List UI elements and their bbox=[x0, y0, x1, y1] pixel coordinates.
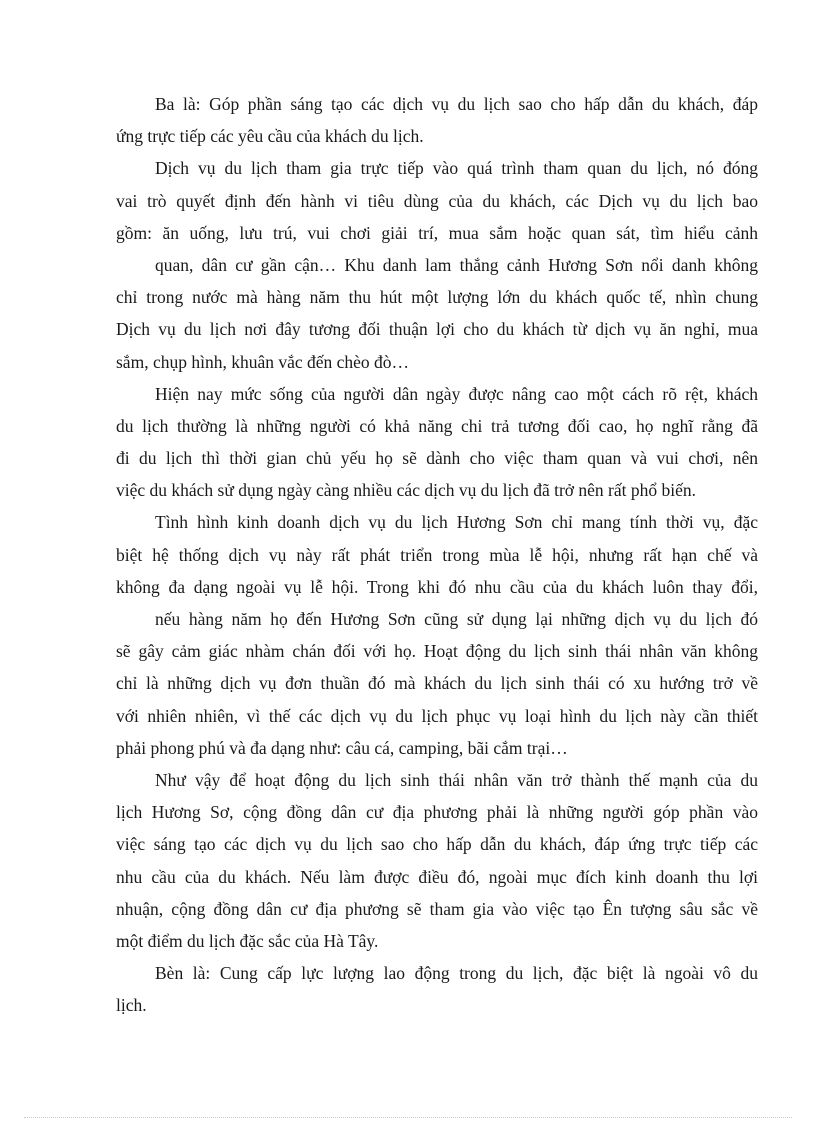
text-line: việc du khách sử dụng ngày càng nhiều các dịch vụ du lịch đã trở nên rất phổ biến. bbox=[116, 480, 697, 501]
text-line: Tình hình kinh doanh dịch vụ du lịch Hương Sơn chỉ mang tính thời vụ, đặc bbox=[155, 512, 758, 533]
paragraph bbox=[116, 506, 758, 764]
text-line: Dịch vụ du lịch nơi đây tương đối thuận lợi cho du khách từ dịch vụ ăn nghỉ, mua bbox=[116, 319, 758, 340]
text-line: biệt hệ thống dịch vụ này rất phát triển trong mùa lễ hội, nhưng rất hạn chế và bbox=[116, 544, 758, 565]
paragraph bbox=[116, 152, 758, 377]
document-body bbox=[116, 88, 758, 1021]
text-line: sắm, chụp hình, khuân vắc đến chèo đò… bbox=[116, 351, 410, 372]
paragraph bbox=[116, 764, 758, 957]
text-line: với nhiên nhiên, vì thế các dịch vụ du lịch phục vụ loại hình du lịch này cần thiết bbox=[116, 705, 758, 726]
page-bottom-border bbox=[24, 1117, 792, 1118]
text-line: Bèn là: Cung cấp lực lượng lao động trong du lịch, đặc biệt là ngoài vô du bbox=[155, 963, 758, 984]
paragraph bbox=[116, 957, 758, 1021]
text-line: phải phong phú và đa dạng như: câu cá, camping, bãi cắm trại… bbox=[116, 737, 568, 758]
text-line: sẽ gây cảm giác nhàm chán đối với họ. Hoạt động du lịch sinh thái nhân văn không bbox=[116, 641, 758, 662]
text-line: chỉ là những dịch vụ đơn thuần đó mà khách du lịch sinh thái có xu hướng trở về bbox=[116, 673, 758, 694]
text-line: lịch Hương Sơ, cộng đồng dân cư địa phương phải là những người góp phần vào bbox=[116, 802, 758, 823]
text-line: nhuận, cộng đồng dân cư địa phương sẽ tham gia vào việc tạo Ên tượng sâu sắc về bbox=[116, 898, 758, 919]
text-line: Hiện nay mức sống của người dân ngày được nâng cao một cách rõ rệt, khách bbox=[155, 383, 758, 404]
paragraph bbox=[116, 378, 758, 507]
text-line: Dịch vụ du lịch tham gia trực tiếp vào quá trình tham quan du lịch, nó đóng bbox=[155, 158, 758, 179]
text-line: vai trò quyết định đến hành vi tiêu dùng của du khách, các Dịch vụ du lịch bao bbox=[116, 190, 758, 211]
text-line: nhu cầu của du khách. Nếu làm được điều đó, ngoài mục đích kinh doanh thu lợi bbox=[116, 866, 758, 887]
text-line: quan, dân cư gần cận… Khu danh lam thắng cảnh Hương Sơn nổi danh không bbox=[155, 254, 758, 275]
text-line: đi du lịch thì thời gian chủ yếu họ sẽ dành cho việc tham quan và vui chơi, nên bbox=[116, 448, 758, 469]
text-line: ứng trực tiếp các yêu cầu của khách du lịch. bbox=[116, 126, 424, 147]
text-line: Ba là: Góp phần sáng tạo các dịch vụ du lịch sao cho hấp dẫn du khách, đáp bbox=[155, 94, 758, 114]
text-line: lịch. bbox=[116, 995, 147, 1016]
paragraph bbox=[116, 88, 758, 152]
text-line: Như vậy để hoạt động du lịch sinh thái nhân văn trở thành thế mạnh của du bbox=[155, 769, 758, 790]
text-line: du lịch thường là những người có khả năng chi trả tương đối cao, họ nghĩ rằng đã bbox=[116, 415, 758, 436]
text-line: một điểm du lịch đặc sắc của Hà Tây. bbox=[116, 930, 379, 951]
text-line: gồm: ăn uống, lưu trú, vui chơi giải trí, mua sắm hoặc quan sát, tìm hiểu cảnh bbox=[116, 222, 758, 243]
text-line: không đa dạng ngoài vụ lễ hội. Trong khi đó nhu cầu của du khách luôn thay đổi, bbox=[116, 576, 758, 597]
text-line: nếu hàng năm họ đến Hương Sơn cũng sử dụng lại những dịch vụ du lịch đó bbox=[155, 609, 758, 629]
text-line: việc sáng tạo các dịch vụ du lịch sao cho hấp dẫn du khách, đáp ứng trực tiếp các bbox=[116, 834, 758, 855]
text-line: chỉ trong nước mà hàng năm thu hút một lượng lớn du khách quốc tế, nhìn chung bbox=[116, 287, 758, 308]
